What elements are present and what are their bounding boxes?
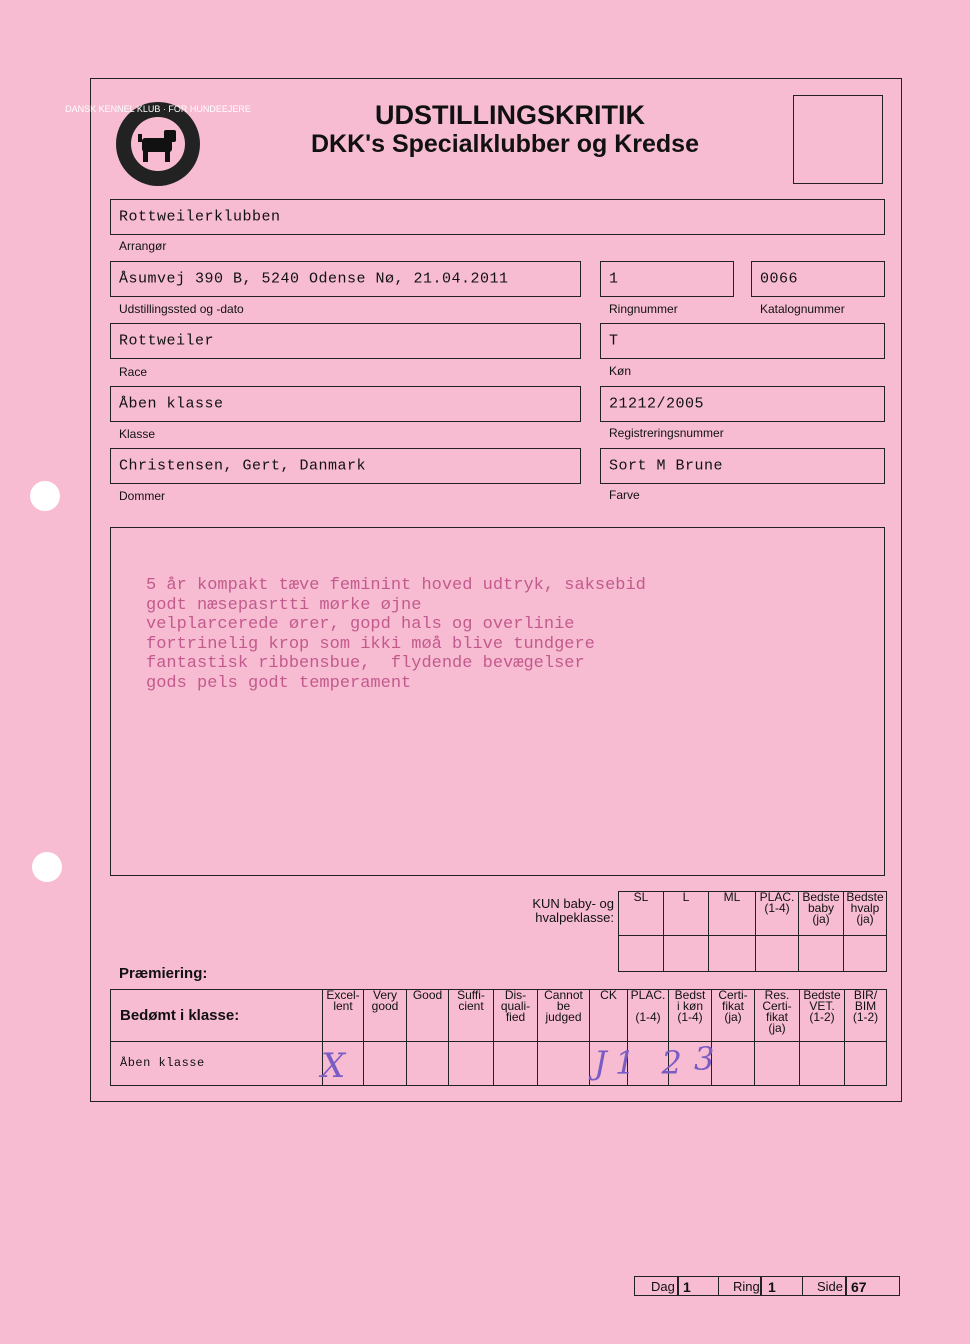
- stamp-box: [793, 95, 883, 184]
- arrangor-label: Arrangør: [119, 239, 167, 253]
- logo-ring-text: DANSK KENNEL KLUB · FOR HUNDEEJERE: [65, 104, 251, 114]
- critique-line: gods pels godt temperament: [146, 673, 412, 693]
- handwritten-bedst-i-kon-mark: 3: [694, 1040, 715, 1078]
- footer-divider-side: [845, 1276, 847, 1296]
- baby-cell[interactable]: [799, 936, 844, 972]
- dommer-label: Dommer: [119, 489, 166, 503]
- katalognummer-field[interactable]: [751, 261, 885, 297]
- col-plac: PLAC. (1-4): [628, 990, 669, 1042]
- critique-line: 5 år kompakt tæve feminint hoved udtryk, saksebid: [146, 576, 646, 595]
- side-value: 67: [851, 1279, 867, 1295]
- col-excellent: Excel- lent: [323, 990, 364, 1042]
- baby-col-ml: ML: [709, 892, 756, 936]
- side-box: [802, 1276, 900, 1296]
- col-cannot-be-judged: Cannot be judged: [538, 990, 590, 1042]
- col-disqualified: Dis- quali- fied: [494, 990, 538, 1042]
- handwritten-plac-mark: 1 2: [615, 1044, 690, 1082]
- cell-good[interactable]: [407, 1042, 449, 1086]
- race-field[interactable]: [110, 323, 581, 359]
- baby-cell[interactable]: [756, 936, 799, 972]
- baby-col-l: L: [664, 892, 709, 936]
- baby-col-plac: PLAC. (1-4): [756, 892, 799, 936]
- dag-label: Dag: [651, 1279, 675, 1294]
- baby-label: KUN baby- og hvalpeklasse:: [532, 896, 614, 925]
- klasse-field[interactable]: [110, 386, 581, 422]
- katalognummer-label: Katalognummer: [760, 302, 845, 316]
- registreringsnummer-field[interactable]: [600, 386, 885, 422]
- baby-cell[interactable]: [619, 936, 664, 972]
- baby-table: [618, 891, 887, 972]
- praemiering-table: [110, 989, 887, 1086]
- col-bedst-i-kon: Bedst i køn (1-4): [669, 990, 712, 1042]
- farve-field[interactable]: [600, 448, 885, 484]
- registreringsnummer-label: Registreringsnummer: [609, 426, 724, 440]
- kon-field[interactable]: [600, 323, 885, 359]
- cell-disqualified[interactable]: [494, 1042, 538, 1086]
- col-res-certifikat: Res. Certi- fikat (ja): [755, 990, 800, 1042]
- punch-hole-top: [30, 481, 60, 511]
- farve-value: Sort M Brune: [609, 457, 724, 475]
- col-bir-bim: BIR/ BIM (1-2): [845, 990, 887, 1042]
- dag-value: 1: [683, 1279, 691, 1295]
- kon-label: Køn: [609, 364, 632, 378]
- cell-cannot-be-judged[interactable]: [538, 1042, 590, 1086]
- cell-bir-bim[interactable]: [845, 1042, 887, 1086]
- punch-hole-bottom: [32, 852, 62, 882]
- col-good: Good: [407, 990, 449, 1042]
- registreringsnummer-value: 21212/2005: [609, 395, 705, 413]
- baby-cell[interactable]: [664, 936, 709, 972]
- ringnummer-field[interactable]: [600, 261, 734, 297]
- sted-dato-field[interactable]: [110, 261, 581, 297]
- kon-value: T: [609, 332, 619, 350]
- race-value: Rottweiler: [119, 332, 215, 350]
- baby-col-bedste-baby: Bedste baby (ja): [799, 892, 844, 936]
- class-value: Åben klasse: [111, 1042, 323, 1086]
- ringnummer-value: 1: [609, 270, 619, 288]
- baby-cell[interactable]: [709, 936, 756, 972]
- col-bedste-vet: Bedste VET. (1-2): [800, 990, 845, 1042]
- critique-line: godt næsepasrtti mørke øjne: [146, 595, 422, 615]
- bedomt-header: Bedømt i klasse:: [111, 990, 323, 1042]
- race-label: Race: [119, 365, 148, 379]
- footer-divider-dag: [677, 1276, 679, 1296]
- critique-text: [146, 576, 646, 694]
- form-title: UDSTILLINGSKRITIK: [375, 100, 645, 130]
- baby-cell[interactable]: [844, 936, 887, 972]
- arrangor-value: Rottweilerklubben: [119, 208, 281, 226]
- form-subtitle: DKK's Specialklubber og Kredse: [310, 130, 699, 158]
- handwritten-excellent-mark: X: [321, 1046, 346, 1086]
- farve-label: Farve: [609, 488, 640, 502]
- col-ck: CK: [590, 990, 628, 1042]
- cell-bedste-vet[interactable]: [800, 1042, 845, 1086]
- sted-dato-label: Udstillingssted og -dato: [119, 302, 244, 316]
- klasse-value: Åben klasse: [119, 395, 224, 413]
- dommer-field[interactable]: [110, 448, 581, 484]
- cell-res-certifikat[interactable]: [755, 1042, 800, 1086]
- col-certifikat: Certi- fikat (ja): [712, 990, 755, 1042]
- dommer-value: Christensen, Gert, Danmark: [119, 457, 367, 475]
- sted-dato-value: Åsumvej 390 B, 5240 Odense Nø, 21.04.2011: [119, 270, 509, 288]
- col-sufficient: Suffi- cient: [449, 990, 494, 1042]
- praemiering-label: Præmiering:: [119, 965, 208, 982]
- ring-label: Ring: [733, 1279, 760, 1294]
- critique-line: fantastisk ribbensbue, flydende bevægelser: [146, 654, 585, 674]
- klasse-label: Klasse: [119, 427, 156, 441]
- side-label: Side: [817, 1279, 844, 1294]
- cell-very-good[interactable]: [364, 1042, 407, 1086]
- katalognummer-value: 0066: [760, 270, 799, 288]
- col-very-good: Very good: [364, 990, 407, 1042]
- baby-col-sl: SL: [619, 892, 664, 936]
- footer-divider-ring: [760, 1276, 762, 1296]
- cell-certifikat[interactable]: [712, 1042, 755, 1086]
- critique-line: velplarcerede ører, gopd hals og overlinie: [146, 615, 575, 635]
- ring-value: 1: [768, 1279, 776, 1295]
- critique-line: fortrinelig krop som ikki møå blive tundgere: [146, 634, 595, 654]
- baby-col-bedste-hvalp: Bedste hvalp (ja): [844, 892, 887, 936]
- cell-sufficient[interactable]: [449, 1042, 494, 1086]
- dkk-logo: [65, 100, 251, 188]
- arrangor-field[interactable]: [110, 199, 885, 235]
- handwritten-ck-mark: J: [594, 1044, 607, 1082]
- ringnummer-label: Ringnummer: [609, 302, 678, 316]
